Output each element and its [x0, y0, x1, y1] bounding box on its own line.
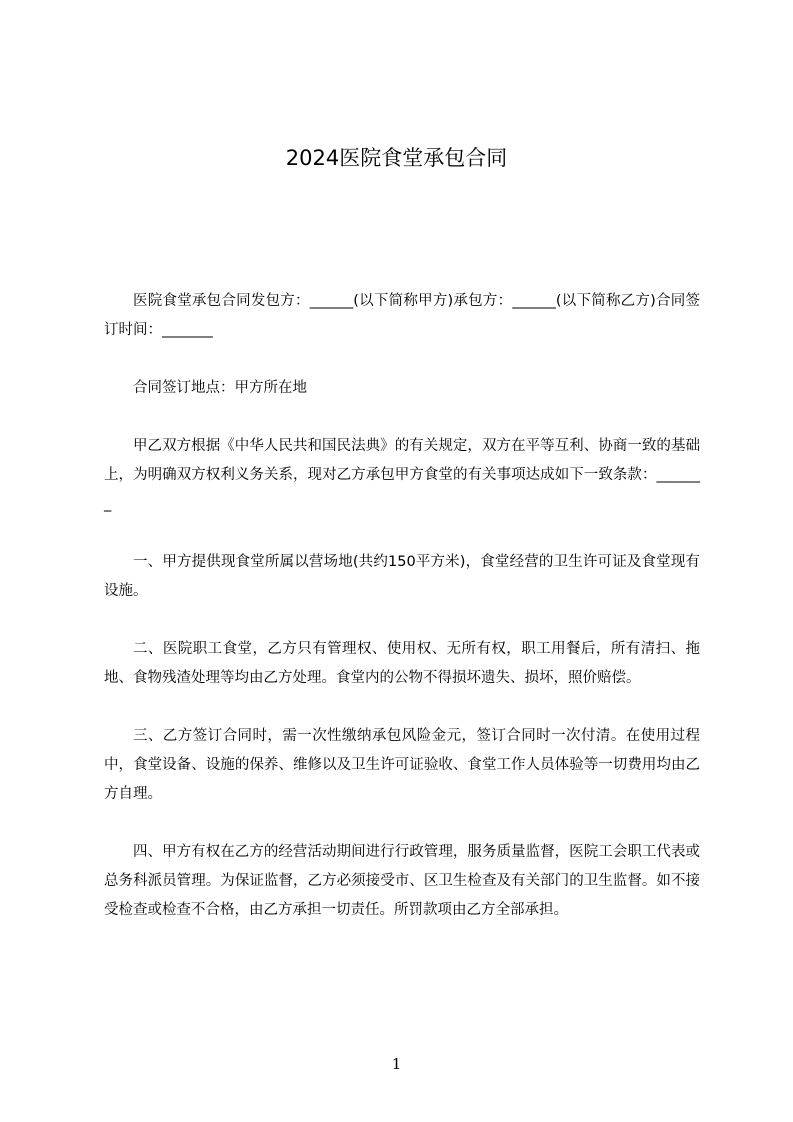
page-number: 1 — [391, 1055, 402, 1073]
clause-4-paragraph: 四、甲方有权在乙方的经营活动期间进行行政管理，服务质量监督，医院工会职工代表或总务科派员管理。为保证监督，乙方必须接受市、区卫生检查及有关部门的卫生监督。如不接受检查或检查不合格，由乙方承担一切责任。所罚款项由乙方全部承担。 — [104, 844, 700, 918]
clause-3-paragraph: 三、乙方签订合同时，需一次性缴纳承包风险金元，签订合同时一次付清。在使用过程中，食堂设备、设施的保养、维修以及卫生许可证验收、食堂工作人员体验等一切费用均由乙方自理。 — [104, 728, 700, 802]
party-info-paragraph: 医院食堂承包合同发包方：______(以下简称甲方)承包方：______(以下简称乙方)合同签订时间：_______ — [104, 293, 700, 338]
signing-location-paragraph: 合同签订地点：甲方所在地 — [133, 380, 307, 396]
clause-2-paragraph: 二、医院职工食堂，乙方只有管理权、使用权、无所有权，职工用餐后，所有清扫、拖地、食物残渣处理等均由乙方处理。食堂内的公物不得损坏遗失、损坏，照价赔偿。 — [104, 641, 700, 686]
clause-1-paragraph: 一、甲方提供现食堂所属以营场地(共约150平方米)，食堂经营的卫生许可证及食堂现有设施。 — [104, 554, 700, 599]
document-title: 2024医院食堂承包合同 — [285, 146, 508, 170]
document-body — [104, 287, 700, 954]
preamble-paragraph: 甲乙双方根据《中华人民共和国民法典》的有关规定，双方在平等互利、协商一致的基础上，为明确双方权利义务关系，现对乙方承包甲方食堂的有关事项达成如下一致条款：_______ — [104, 438, 700, 512]
